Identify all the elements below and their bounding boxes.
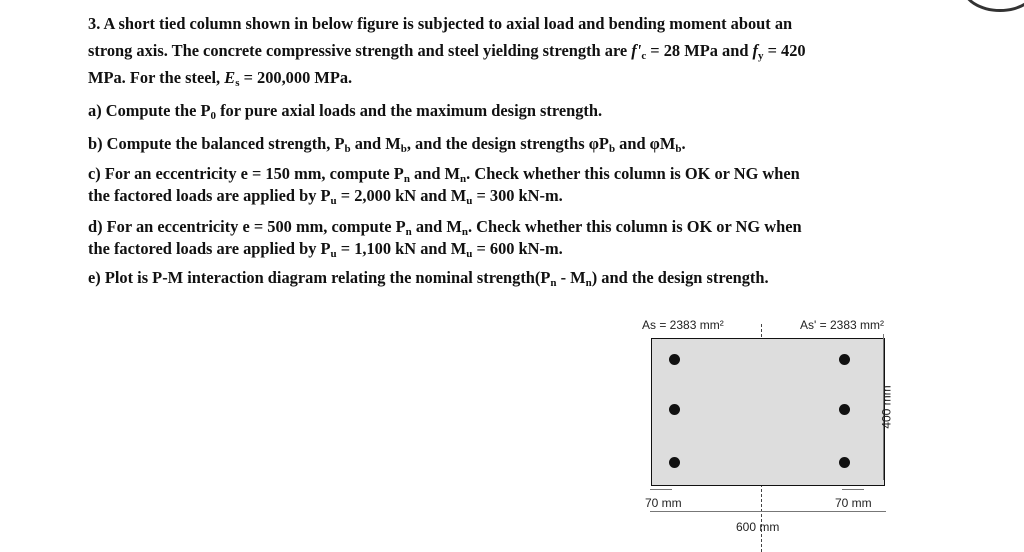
question-a-text: a) Compute the P — [88, 101, 211, 120]
column-cross-section — [651, 338, 885, 486]
question-d — [88, 216, 948, 260]
es-symbol: E — [224, 68, 236, 87]
question-a-rest: for pure axial loads and the maximum design strength. — [215, 101, 603, 120]
rebar-left-top — [669, 354, 680, 365]
question-b-sub-4: b — [675, 143, 682, 155]
es-subscript: s — [235, 77, 240, 89]
width-dimension-line — [650, 511, 886, 512]
fy-value: = 420 — [763, 41, 806, 60]
column-section-figure — [620, 310, 950, 549]
question-b-mid-3: and φM — [615, 134, 676, 153]
question-d-sub-3: u — [330, 248, 337, 260]
question-b-mid: and M — [350, 134, 401, 153]
cover-left-label: 70 mm — [645, 496, 682, 510]
rebar-right-middle — [839, 404, 850, 415]
problem-statement — [88, 10, 948, 291]
fc-subscript: c — [641, 50, 647, 62]
question-b-sub-1: b — [344, 143, 351, 155]
as-prime-label: As' = 2383 mm² — [800, 318, 884, 332]
cover-right-label: 70 mm — [835, 496, 872, 510]
fy-symbol: f — [752, 41, 758, 60]
question-e — [88, 264, 948, 291]
intro-line-2: strong axis. The concrete compressive strength and steel yielding strength are — [88, 41, 632, 60]
question-c-sub-1: n — [403, 173, 410, 185]
question-b-text: b) Compute the balanced strength, P — [88, 134, 345, 153]
question-d-line-1b: and M — [411, 217, 462, 236]
question-c-line-1b: and M — [409, 164, 461, 183]
question-d-sub-4: u — [466, 248, 473, 260]
question-c-line-1: c) For an eccentricity e = 150 mm, compute P — [88, 164, 404, 183]
rebar-left-middle — [669, 404, 680, 415]
question-e-sub-1: n — [550, 277, 557, 289]
rebar-right-top — [839, 354, 850, 365]
question-c-line-1c: . Check whether this column is OK or NG when — [466, 164, 800, 183]
question-c-sub-2: n — [460, 173, 467, 185]
width-label: 600 mm — [736, 520, 780, 534]
question-d-line-1: d) For an eccentricity e = 500 mm, compute P — [88, 217, 406, 236]
question-c — [88, 163, 948, 207]
question-c-line-2: the factored loads are applied by P — [88, 186, 331, 205]
as-label: As = 2383 mm² — [642, 318, 724, 332]
question-e-sub-2: n — [585, 277, 592, 289]
problem-intro — [88, 10, 948, 91]
question-b-sub-3: b — [608, 143, 616, 155]
question-b-mid-2: , and the design strengths φP — [406, 134, 609, 153]
height-label: 400 mm — [879, 385, 894, 429]
question-c-line-2b: = 2,000 kN and M — [336, 186, 467, 205]
fy-subscript: y — [758, 50, 764, 62]
question-d-sub-2: n — [461, 226, 468, 238]
question-d-line-2c: = 600 kN-m. — [472, 239, 563, 258]
question-b-sub-2: b — [400, 143, 407, 155]
fc-value: = 28 MPa and — [646, 41, 753, 60]
question-d-line-1c: . Check whether this column is OK or NG when — [467, 217, 802, 236]
es-value: = 200,000 MPa. — [239, 68, 353, 87]
question-c-line-2c: = 300 kN-m. — [472, 186, 563, 205]
question-d-line-2b: = 1,100 kN and M — [336, 239, 467, 258]
question-a-sub: 0 — [210, 110, 216, 122]
question-e-end: ) and the design strength. — [591, 268, 769, 287]
question-a — [88, 97, 948, 124]
rebar-left-bottom — [669, 457, 680, 468]
fc-symbol: f' — [631, 41, 642, 60]
question-d-line-2: the factored loads are applied by P — [88, 239, 331, 258]
question-c-sub-3: u — [330, 195, 337, 207]
question-e-text: e) Plot is P-M interaction diagram relating the nominal strength(P — [88, 268, 551, 287]
corner-decoration — [962, 0, 1024, 12]
question-d-sub-1: n — [405, 226, 412, 238]
question-b-end: . — [681, 134, 686, 153]
intro-line-3: MPa. For the steel, — [88, 68, 225, 87]
intro-line-1: 3. A short tied column shown in below figure is subjected to axial load and bending moment about an — [88, 14, 793, 33]
question-b — [88, 130, 948, 157]
question-e-mid: - M — [556, 268, 586, 287]
rebar-right-bottom — [839, 457, 850, 468]
cover-left-dimension — [650, 489, 672, 490]
cover-right-dimension — [842, 489, 864, 490]
question-c-sub-4: u — [466, 195, 473, 207]
